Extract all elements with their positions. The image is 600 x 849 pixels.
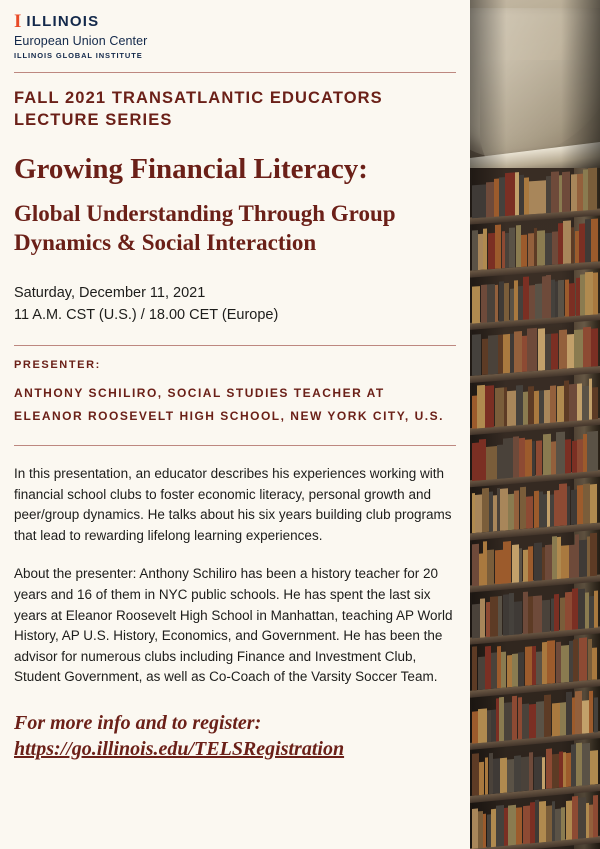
library-photo (470, 0, 600, 849)
photo-book-row (472, 166, 598, 219)
divider-lower (14, 445, 456, 446)
series-heading: FALL 2021 TRANSATLANTIC EDUCATORS LECTURE SERIES (14, 89, 383, 130)
registration-link[interactable]: https://go.illinois.edu/TELSRegistration (14, 737, 345, 760)
brand-row (14, 12, 456, 31)
event-datetime (14, 282, 456, 327)
cta-heading: For more info and to register: (14, 711, 262, 734)
poster-subtitle: Global Understanding Through Group Dynamics & Social Interaction (14, 200, 396, 255)
poster-title: Growing Financial Literacy: (14, 152, 368, 185)
divider-middle (14, 345, 456, 346)
institute-name: ILLINOIS GLOBAL INSTITUTE (14, 51, 143, 60)
presenter-label: PRESENTER: (14, 358, 101, 371)
presenter-bio-paragraph: About the presenter: Anthony Schiliro has been a history teacher for 20 years and 16 of them in NYC public schools. He has spent the last six years at Eleanor Roosevelt High School in Manhattan, teaching AP World History, AP U.S. History, Economics, and Government. He has been the advisor for numerous clubs including Finance and Investment Club, Student Government, as well as Co-Coach of the Varsity Soccer Team. (14, 566, 453, 685)
unit-name: European Union Center (14, 34, 148, 48)
event-time: 11 A.M. CST (U.S.) / 18.00 CET (Europe) (14, 307, 279, 324)
divider-top (14, 72, 456, 73)
illinois-wordmark: ILLINOIS (26, 13, 100, 30)
description-paragraph: In this presentation, an educator describes his experiences working with financial school clubs to foster economic literacy, personal growth and peer/group dynamics. He talks about his six years building club programs that lead to rewarding lifelong learning experiences. (14, 466, 452, 543)
illinois-block-i-icon: I (14, 11, 21, 32)
photo-book-row (472, 375, 598, 429)
university-branding (14, 0, 456, 60)
event-date: Saturday, December 11, 2021 (14, 284, 206, 301)
presenter-name: ANTHONY SCHILIRO, SOCIAL STUDIES TEACHER AT ELEANOR ROOSEVELT HIGH SCHOOL, NEW YORK CITY, U.S. (14, 385, 444, 424)
photo-book-row (472, 270, 598, 324)
